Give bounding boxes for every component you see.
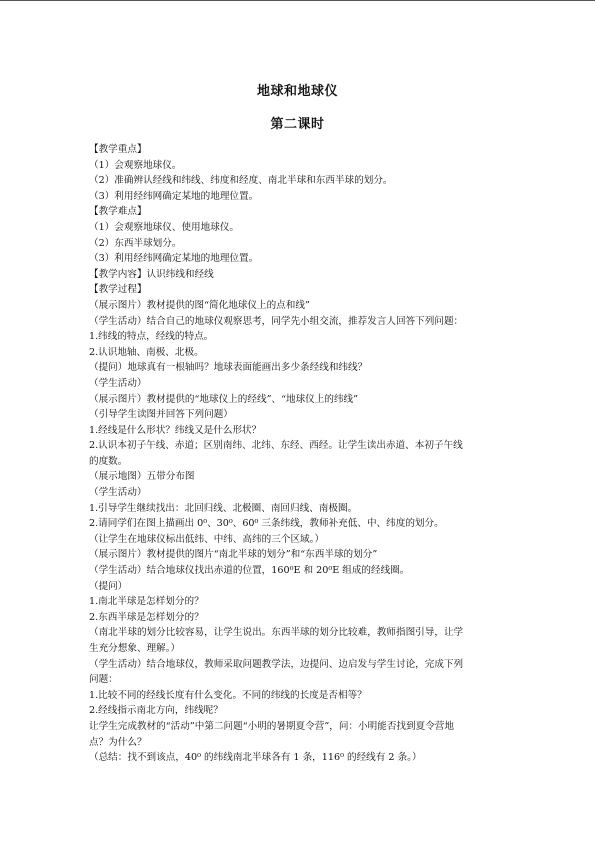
text-line: （提问）地球真有一根轴吗？地球表面能画出多少条经线和纬线？ <box>89 362 368 374</box>
lesson-body <box>89 142 509 766</box>
text-line: （学生活动）结合地球仪找出赤道的位置，160⁰E 和 20⁰E 组成的经线圈。 <box>89 565 410 577</box>
text-line: 1.比较不同的经线长度有什么变化。不同的纬线的长度是否相等？ <box>89 689 367 701</box>
text-line: 2.经线指示南北方向，纬线呢？ <box>89 705 223 717</box>
text-line: （引导学生读图并回答下列问题） <box>89 409 233 421</box>
text-line: 1.引导学生继续找出：北回归线、北极圈、南回归线、南极圈。 <box>89 502 358 514</box>
text-line: （学生活动） <box>89 487 147 499</box>
text-line: 让学生完成教材的“活动”中第二问题“小明的暑期夏令营”，问：小明能否找到夏令营地 <box>89 720 454 732</box>
page-subtitle: 第二课时 <box>270 117 325 132</box>
text-line: 1.纬线的特点，经线的特点。 <box>89 331 214 343</box>
text-line: （1）会观察地球仪。 <box>89 159 182 171</box>
text-line: 2.认识本初子午线、赤道；区别南纬、北纬、东经、西经。让学生读出赤道、本初子午线 <box>89 440 463 452</box>
text-line: 问题： <box>89 674 118 686</box>
text-line: （提问） <box>89 580 128 592</box>
text-line: 2.认识地轴、南极、北极。 <box>89 346 204 358</box>
section-heading-content: 【教学内容】认识纬线和经线 <box>89 268 214 280</box>
text-line: 2.东西半球是怎样划分的？ <box>89 611 204 623</box>
summary-line: （总结：找不到该点，40⁰ 的纬线南北半球各有 1 条，116⁰ 的经线有 2 条。） <box>89 752 422 764</box>
text-line: （展示图片）教材提供的图片“南北半球的划分”和“东西半球的划分” <box>89 549 378 561</box>
text-line: 1.南北半球是怎样划分的？ <box>89 596 204 608</box>
text-line: （南北半球的划分比较容易，让学生说出。东西半球的划分比较难，教师指图引导，让学 <box>89 627 464 639</box>
section-heading-difficulties: 【教学难点】 <box>89 206 147 218</box>
section-heading-key-points: 【教学重点】 <box>89 144 147 155</box>
text-line: （学生活动） <box>89 377 147 389</box>
text-line: （2）东西半球划分。 <box>89 237 182 249</box>
text-line: （3）利用经纬网确定某地的地理位置。 <box>89 190 259 202</box>
text-line: 点？为什么？ <box>89 736 147 748</box>
text-line: （3）利用经纬网确定某地的地理位置。 <box>89 253 259 265</box>
text-line: 的度数。 <box>89 455 128 467</box>
text-line: （学生活动）结合自己的地球仪观察思考，同学先小组交流，推荐发言人回答下列问题： <box>89 315 464 327</box>
text-line: （2）准确辨认经线和纬线、纬度和经度、南北半球和东西半球的划分。 <box>89 175 393 187</box>
text-line: 1.经线是什么形状？纬线又是什么形状？ <box>89 424 262 436</box>
text-line: （展示图片）教材提供的“地球仪上的经线”、“地球仪上的纬线” <box>89 393 359 405</box>
section-heading-process: 【教学过程】 <box>89 284 147 296</box>
text-line: （学生活动）结合地球仪，教师采取问题教学法，边提问、边启发与学生讨论，完成下列 <box>89 658 464 670</box>
text-line: 生充分想象、理解。） <box>89 643 181 654</box>
text-line: （展示图片）教材提供的图“简化地球仪上的点和线” <box>89 299 310 311</box>
text-line: （展示地图）五带分布图 <box>89 471 195 483</box>
page-title: 地球和地球仪 <box>256 84 338 99</box>
text-line: （让学生在地球仪标出低纬、中纬、高纬的三个区域。） <box>89 533 325 545</box>
text-line: （1）会观察地球仪、使用地球仪。 <box>89 221 240 233</box>
text-line: 2.请同学们在图上描画出 0⁰、30⁰、60⁰ 三条纬线，教师补充低、中、纬度的划分。 <box>89 518 444 530</box>
